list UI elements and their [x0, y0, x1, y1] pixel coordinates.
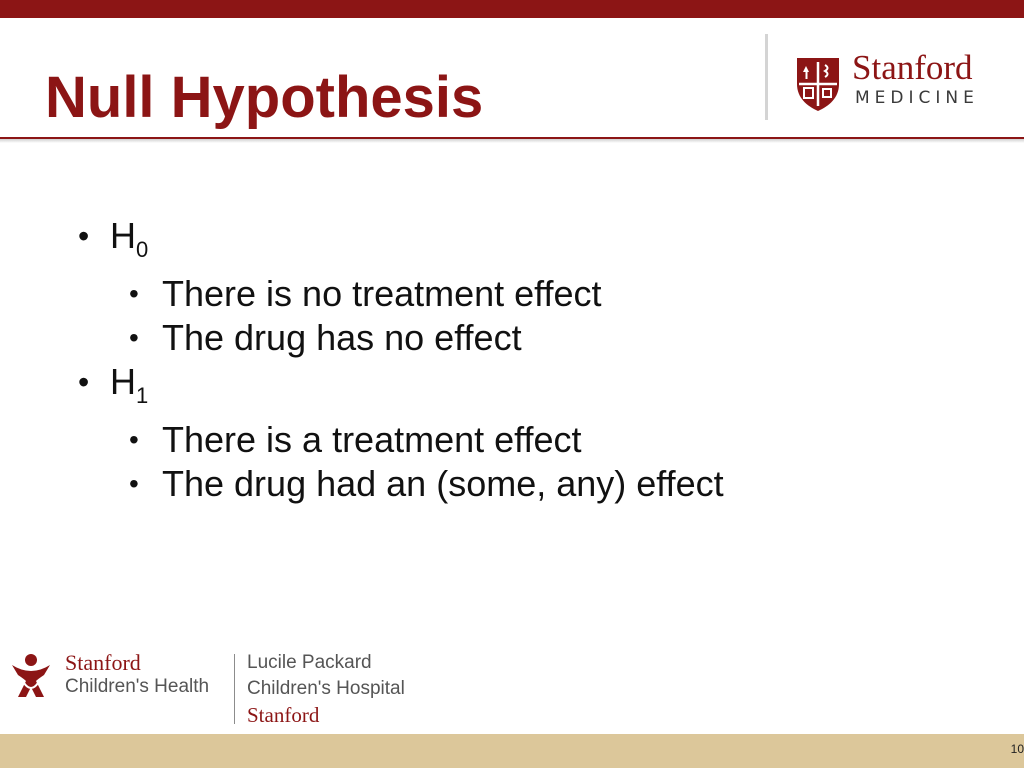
sub-list-h0: [129, 272, 978, 360]
sub-list-h1: [129, 418, 978, 506]
list-item: • There is no treatment effect: [129, 272, 978, 316]
logo-divider: [765, 34, 768, 120]
childrens-health-stanford-text: Stanford: [65, 650, 141, 675]
title-shadow: [0, 139, 1024, 143]
footer-logos: [10, 650, 430, 730]
hospital-name-line1: Lucile Packard: [247, 652, 372, 673]
stanford-medicine-logo: [795, 48, 1010, 114]
hypothesis-label: H: [110, 361, 136, 402]
page-number: 10: [1010, 742, 1024, 756]
stanford-shield-icon: [795, 56, 841, 112]
list-item-h0: [78, 214, 978, 272]
list-item: • There is a treatment effect: [129, 418, 978, 462]
childrens-health-figure-icon: [10, 653, 52, 701]
hypothesis-label: H: [110, 215, 136, 256]
hypothesis-subscript: 0: [136, 237, 149, 262]
childrens-health-text: Children's Health: [65, 676, 210, 697]
top-banner: [0, 0, 1024, 18]
hospital-name-line2: Children's Hospital: [247, 678, 405, 699]
list-item-h1: [78, 360, 978, 418]
slide-title: Null Hypothesis: [45, 65, 484, 130]
footer-bar: [0, 734, 1024, 768]
hospital-name-line3: Stanford: [247, 703, 320, 727]
footer-divider: [234, 654, 235, 724]
bullet-list: [78, 214, 978, 506]
list-item: • The drug has no effect: [129, 316, 978, 360]
hypothesis-subscript: 1: [136, 383, 149, 408]
logo-medicine-text: MEDICINE: [855, 88, 979, 108]
logo-stanford-text: Stanford: [852, 48, 973, 87]
list-item: • The drug had an (some, any) effect: [129, 462, 978, 506]
